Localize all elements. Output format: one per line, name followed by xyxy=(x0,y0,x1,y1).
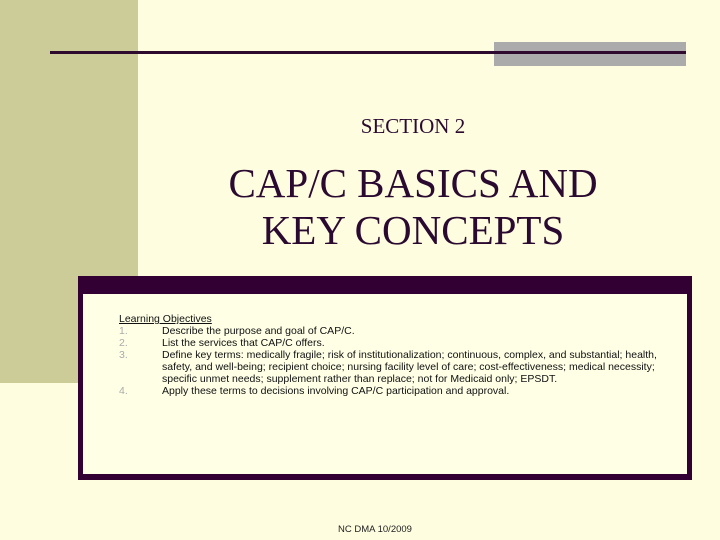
slide-footer: NC DMA 10/2009 xyxy=(338,524,412,535)
item-number: 4. xyxy=(119,385,128,397)
list-item xyxy=(119,325,667,337)
item-text: List the services that CAP/C offers. xyxy=(162,337,325,349)
item-number: 3. xyxy=(119,349,128,361)
section-label: SECTION 2 xyxy=(360,114,466,138)
slide-title xyxy=(200,160,626,254)
decorative-rule xyxy=(50,51,686,54)
item-number: 2. xyxy=(119,337,128,349)
item-text: Describe the purpose and goal of CAP/C. xyxy=(162,325,355,337)
title-line-1: CAP/C BASICS AND xyxy=(228,160,598,206)
list-item xyxy=(119,385,667,397)
list-item xyxy=(119,337,667,349)
item-number: 1. xyxy=(119,325,128,337)
objectives-list xyxy=(119,325,667,397)
decorative-gray-block xyxy=(494,42,686,66)
objectives-heading: Learning Objectives xyxy=(119,313,212,325)
item-text: Define key terms: medically fragile; risk of institutionalization; continuous, complex, and substantial; health, safety, and well-being; recipient choice; nursing facility level of care; cost-effectiveness; medical necessity; specific unmet needs; supplement rather than replace; not for Medicaid only; EPSDT. xyxy=(162,349,657,385)
objectives-box xyxy=(78,276,692,480)
item-text: Apply these terms to decisions involving CAP/C participation and approval. xyxy=(162,385,510,397)
title-line-2: KEY CONCEPTS xyxy=(261,207,565,253)
list-item xyxy=(119,349,667,385)
